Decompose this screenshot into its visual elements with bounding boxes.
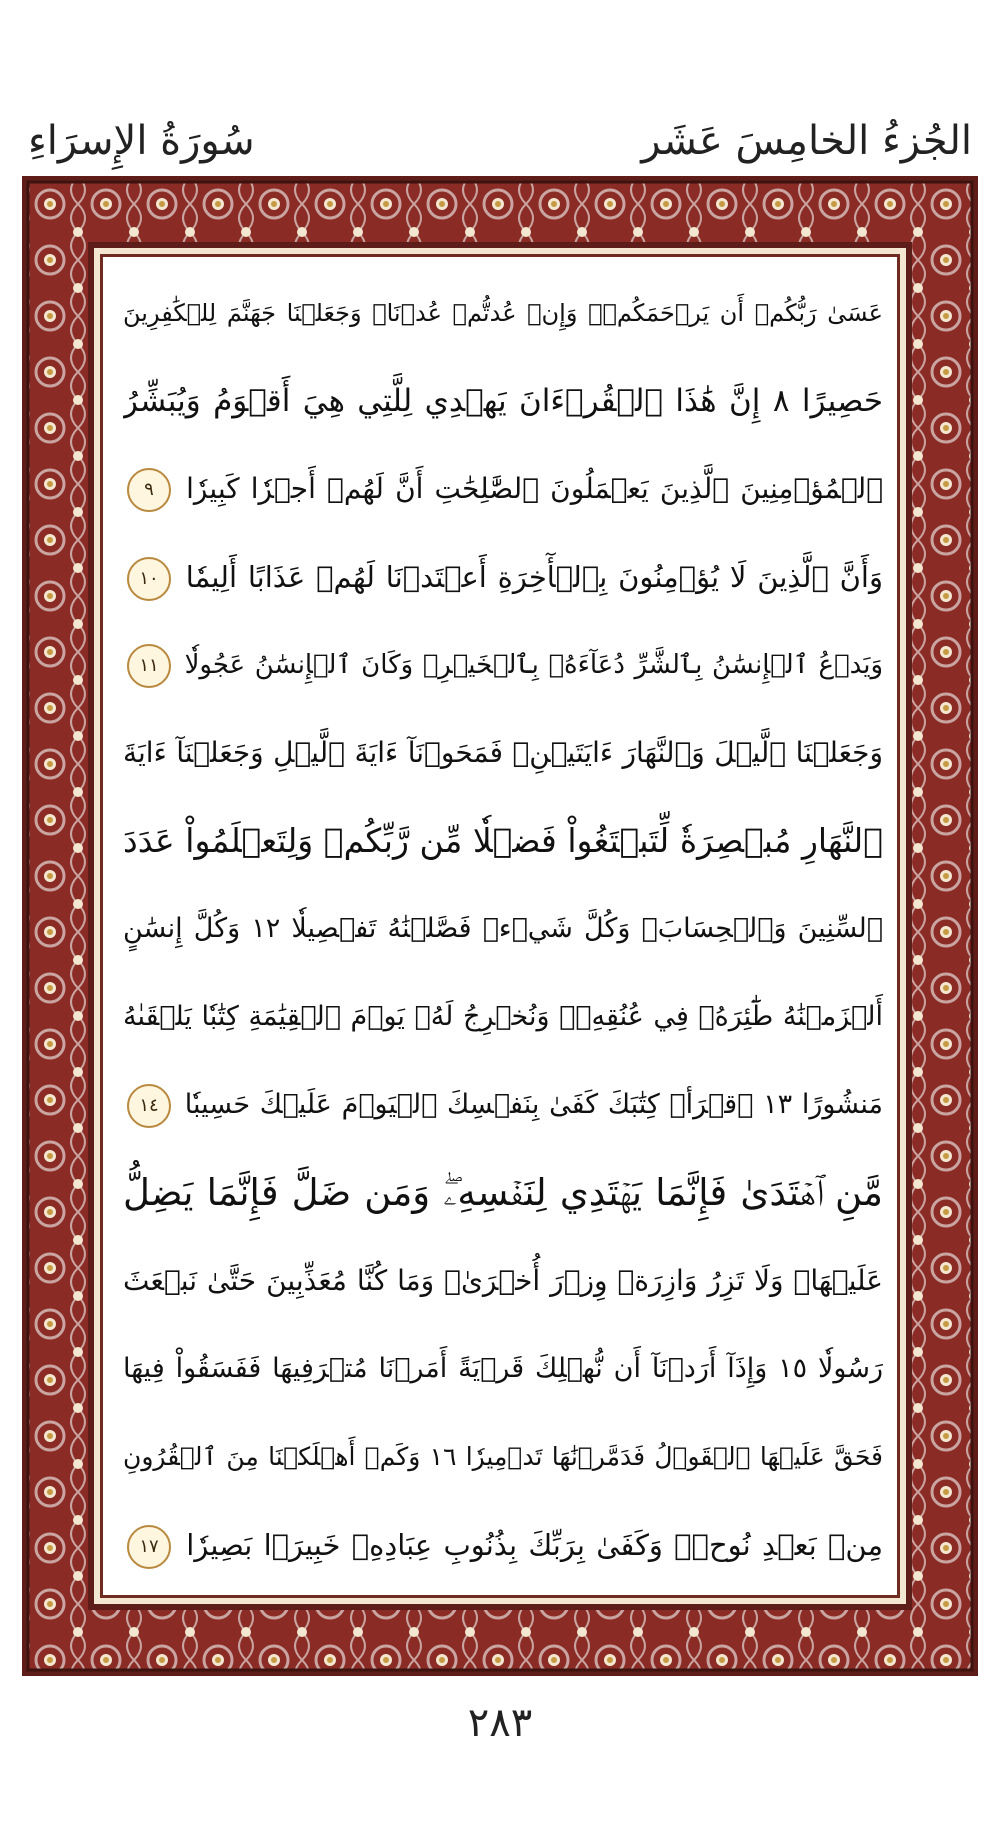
- page-number: ٢٨٣: [467, 1700, 533, 1746]
- verse-text: وَأَنَّ ٱلَّذِينَ لَا يُؤۡمِنُونَ بِٱلۡأٓخِرَةِ أَعۡتَدۡنَا لَهُمۡ عَذَابًا أَلِيمٗا: [185, 560, 883, 594]
- verse-text: حَصِيرًا ٨ إِنَّ هَٰذَا ٱلۡقُرۡءَانَ يَهۡدِي لِلَّتِي هِيَ أَقۡوَمُ وَيُبَشِّرُ: [123, 383, 883, 419]
- verse-line: [123, 365, 883, 437]
- verse-text: عَلَيۡهَاۚ وَلَا تَزِرُ وَازِرَةٞ وِزۡرَ أُخۡرَىٰۗ وَمَا كُنَّا مُعَذِّبِينَ حَتَّىٰ نَبۡعَثَ: [123, 1264, 883, 1297]
- verse-line: [123, 717, 883, 789]
- verse-text: وَجَعَلۡنَا ٱلَّيۡلَ وَٱلنَّهَارَ ءَايَتَيۡنِۖ فَمَحَوۡنَآ ءَايَةَ ٱلَّيۡلِ وَجَعَلۡنَآ ءَايَةَ: [123, 736, 883, 769]
- verse-text: ٱلسِّنِينَ وَٱلۡحِسَابَۚ وَكُلَّ شَيۡءٖ فَصَّلۡنَٰهُ تَفۡصِيلٗا ١٢ وَكُلَّ إِنسَٰنٍ: [123, 913, 883, 944]
- juz-name: الجُزءُ الخامِسَ عَشَر: [641, 118, 972, 164]
- verse-line: [123, 1069, 883, 1141]
- ornamental-frame: [22, 176, 978, 1676]
- verse-text: وَيَدۡعُ ٱلۡإِنسَٰنُ بِٱلشَّرِّ دُعَآءَهُۥ بِٱلۡخَيۡرِۖ وَكَانَ ٱلۡإِنسَٰنُ عَجُولٗا: [184, 650, 883, 680]
- verse-line: [123, 1333, 883, 1405]
- verse-text: مَّنِ ٱهۡتَدَىٰ فَإِنَّمَا يَهۡتَدِي لِنَفۡسِهِۦۖ وَمَن ضَلَّ فَإِنَّمَا يَضِلُّ: [123, 1171, 883, 1214]
- verse-lines: [123, 277, 883, 1581]
- verse-line: [123, 981, 883, 1053]
- verse-text: عَسَىٰ رَبُّكُمۡ أَن يَرۡحَمَكُمۡۚ وَإِنۡ عُدتُّمۡ عُدۡنَاۚ وَجَعَلۡنَا جَهَنَّمَ لِلۡكَٰفِرِينَ: [123, 299, 883, 327]
- verse-line: [123, 1509, 883, 1581]
- verse-text: رَسُولٗا ١٥ وَإِذَآ أَرَدۡنَآ أَن نُّهۡلِكَ قَرۡيَةً أَمَرۡنَا مُتۡرَفِيهَا فَفَسَقُواْ فِيهَا: [123, 1353, 883, 1384]
- ayah-number-marker: ١١: [127, 644, 171, 688]
- ayah-number-marker: ٩: [127, 468, 171, 512]
- verse-text: مَنشُورًا ١٣ ٱقۡرَأۡ كِتَٰبَكَ كَفَىٰ بِنَفۡسِكَ ٱلۡيَوۡمَ عَلَيۡكَ حَسِيبٗا: [184, 1089, 883, 1120]
- verse-text: فَحَقَّ عَلَيۡهَا ٱلۡقَوۡلُ فَدَمَّرۡنَٰهَا تَدۡمِيرٗا ١٦ وَكَمۡ أَهۡلَكۡنَا مِنَ ٱلۡقُرُونِ: [123, 1442, 883, 1471]
- verse-line: [123, 1157, 883, 1229]
- ayah-number-marker: ١٤: [127, 1084, 171, 1128]
- surah-name: سُورَةُ الإِسرَاءِ: [28, 118, 255, 164]
- text-panel: [100, 254, 900, 1598]
- verse-line: [123, 1245, 883, 1317]
- verse-text: ٱلنَّهَارِ مُبۡصِرَةٗ لِّتَبۡتَغُواْ فَضۡلٗا مِّن رَّبِّكُمۡ وَلِتَعۡلَمُواْ عَدَدَ: [123, 821, 883, 860]
- verse-line: [123, 541, 883, 613]
- page-header: [0, 0, 1000, 200]
- ayah-number-marker: ١٠: [127, 557, 171, 601]
- verse-line: [123, 1421, 883, 1493]
- verse-line: [123, 453, 883, 525]
- verse-line: [123, 629, 883, 701]
- verse-text: ٱلۡمُؤۡمِنِينَ ٱلَّذِينَ يَعۡمَلُونَ ٱلصَّٰلِحَٰتِ أَنَّ لَهُمۡ أَجۡرٗا كَبِيرٗا: [186, 472, 883, 505]
- verse-line: [123, 893, 883, 965]
- ayah-number-marker: ١٧: [127, 1525, 171, 1569]
- verse-line: [123, 805, 883, 877]
- verse-text: أَلۡزَمۡنَٰهُ طَٰٓئِرَهُۥ فِي عُنُقِهِۦۖ وَنُخۡرِجُ لَهُۥ يَوۡمَ ٱلۡقِيَٰمَةِ كِتَٰبٗا يَلۡقَىٰهُ: [123, 1001, 883, 1032]
- verse-line: [123, 277, 883, 349]
- verse-text: مِنۢ بَعۡدِ نُوحٖۗ وَكَفَىٰ بِرَبِّكَ بِذُنُوبِ عِبَادِهِۦ خَبِيرَۢا بَصِيرٗا: [186, 1528, 883, 1562]
